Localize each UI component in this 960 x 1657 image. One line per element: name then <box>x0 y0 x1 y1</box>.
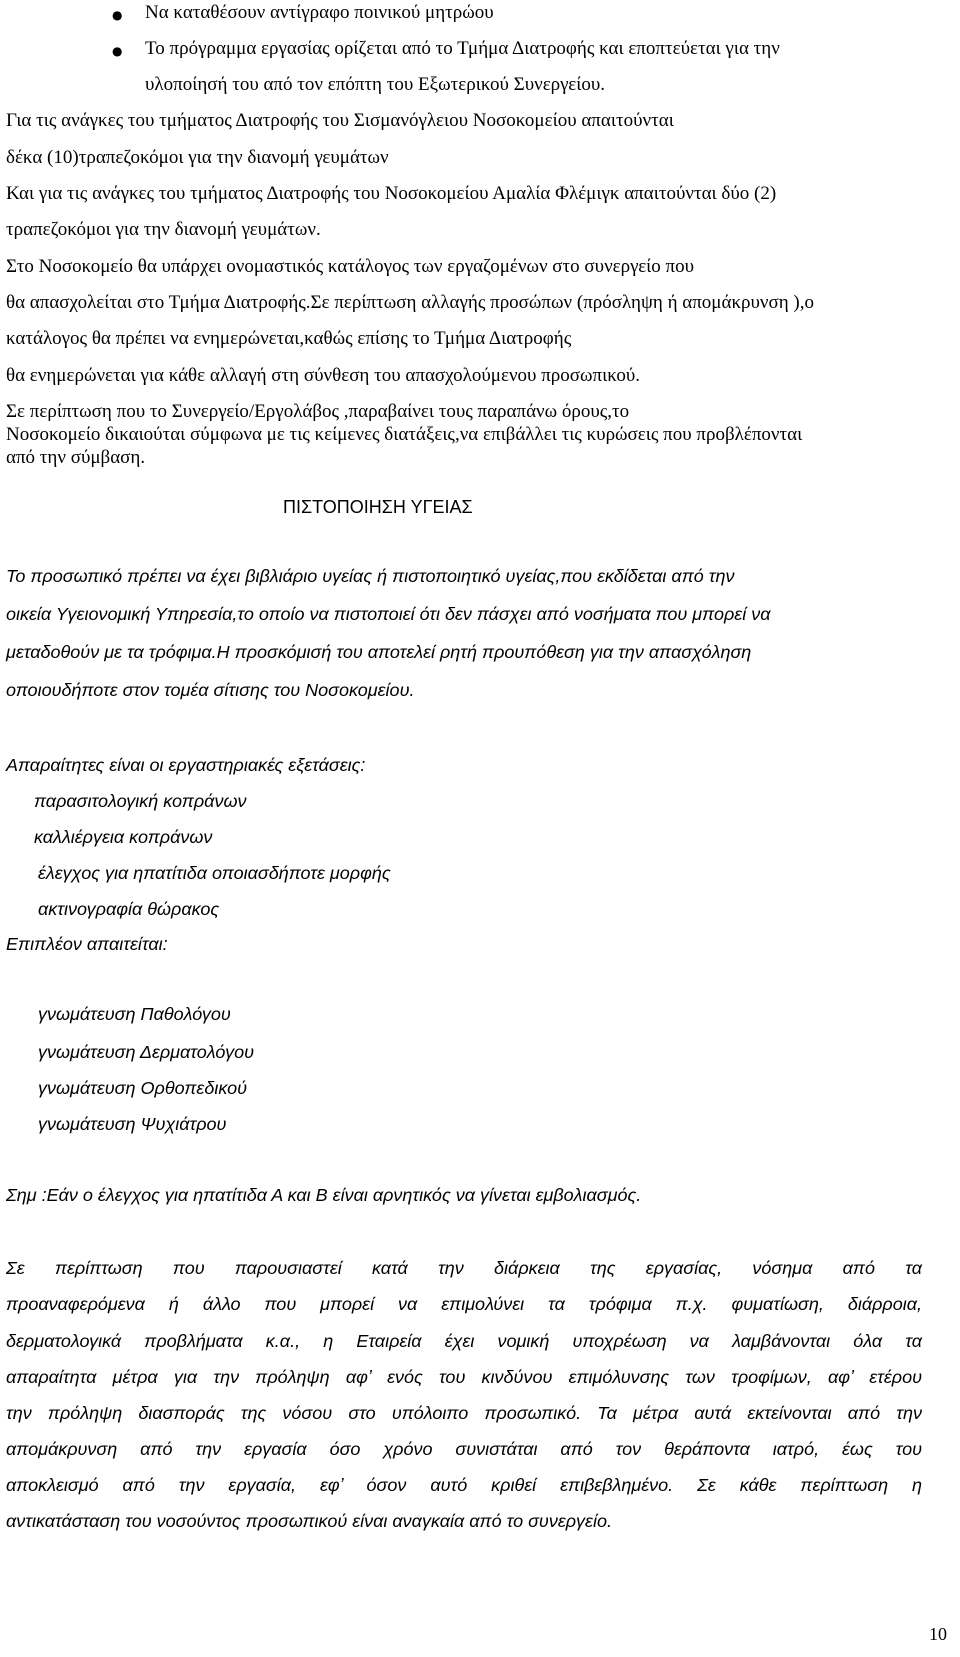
vaccination-note: Σημ :Εάν ο έλεγχος για ηπατίτιδα Α και Β είναι αρνητικός να γίνεται εμβολιασμός. <box>6 1185 642 1205</box>
lab-test-item: παρασιτολογική κοπράνων <box>34 791 247 811</box>
para3-line3: κατάλογος θα πρέπει να ενημερώνεται,καθώς επίσης το Τμήμα Διατροφής <box>6 328 572 349</box>
bullet-text-criminal-record: Να καταθέσουν αντίγραφο ποινικού μητρώου <box>145 2 494 23</box>
para1-line1: Για τις ανάγκες του τμήματος Διατροφής του Σισμανόγλειου Νοσοκομείου απαιτούνται <box>6 110 674 131</box>
final-line5: την πρόληψη διασποράς της νόσου στο υπόλοιπο προσωπικό. Τα μέτρα αυτά εκτείνονται από την <box>6 1403 922 1423</box>
final-line4: απαραίτητα μέτρα για την πρόληψη αφ’ ενός του κινδύνου επιμόλυνσης των τροφίμων, αφ’ ετέρου <box>6 1367 922 1387</box>
section-heading: ΠΙΣΤΟΠΟΙΗΣΗ ΥΓΕΙΑΣ <box>283 497 473 517</box>
health-line1: Το προσωπικό πρέπει να έχει βιβλιάριο υγείας ή πιστοποιητικό υγείας,που εκδίδεται από την <box>6 566 735 586</box>
para3-line4: θα ενημερώνεται για κάθε αλλαγή στη σύνθεση του απασχολούμενου προσωπικού. <box>6 365 641 386</box>
page-number: 10 <box>929 1624 947 1644</box>
additional-item: γνωμάτευση Δερματολόγου <box>38 1042 254 1062</box>
additional-title: Επιπλέον απαιτείται: <box>6 934 168 954</box>
final-line7: αποκλεισμό από την εργασία, εφ’ όσον αυτό κριθεί επιβεβλημένο. Σε κάθε περίπτωση η <box>6 1475 922 1495</box>
para2-line1: Και για τις ανάγκες του τμήματος Διατροφής του Νοσοκομείου Αμαλία Φλέμιγκ απαιτούνται δύο (2) <box>6 183 777 204</box>
para2-line2: τραπεζοκόμοι για την διανομή γευμάτων. <box>6 219 321 240</box>
para4-line3: από την σύμβαση. <box>6 447 146 468</box>
final-line1: Σε περίπτωση που παρουσιαστεί κατά την διάρκεια της εργασίας, νόσημα από τα <box>6 1258 922 1278</box>
additional-item: γνωμάτευση Ψυχιάτρου <box>38 1114 227 1134</box>
additional-item: γνωμάτευση Ορθοπεδικού <box>38 1078 248 1098</box>
para1-line2: δέκα (10)τραπεζοκόμοι για την διανομή γευμάτων <box>6 147 389 168</box>
lab-test-item: ακτινογραφία θώρακος <box>38 899 220 919</box>
health-line3: μεταδοθούν με τα τρόφιμα.Η προσκόμισή του αποτελεί ρητή προυπόθεση για την απασχόληση <box>6 642 752 662</box>
health-line2: οικεία Υγειονομική Υπηρεσία,το οποίο να πιστοποιεί ότι δεν πάσχει από νοσήματα που μπορεί να <box>6 604 771 624</box>
bullet-text-schedule-line1: Το πρόγραμμα εργασίας ορίζεται από το Τμήμα Διατροφής και εποπτεύεται για την <box>145 38 780 59</box>
health-line4: οποιουδήποτε στον τομέα σίτισης του Νοσοκομείου. <box>6 680 415 700</box>
para3-line2: θα απασχολείται στο Τμήμα Διατροφής.Σε περίπτωση αλλαγής προσώπων (πρόσληψη ή απομάκρυνση ),ο <box>6 292 815 313</box>
final-line2: προαναφερόμενα ή άλλο που μπορεί να επιμολύνει τα τρόφιμα π.χ. φυματίωση, διάρροια, <box>6 1294 922 1314</box>
lab-test-item: καλλιέργεια κοπράνων <box>34 827 213 847</box>
additional-item: γνωμάτευση Παθολόγου <box>38 1004 231 1024</box>
final-line8: αντικατάσταση του νοσούντος προσωπικού είναι αναγκαία από το συνεργείο. <box>6 1511 612 1531</box>
lab-test-item: έλεγχος για ηπατίτιδα οποιασδήποτε μορφής <box>38 863 391 883</box>
bullet-icon: ● <box>112 8 123 22</box>
lab-tests-title: Απαραίτητες είναι οι εργαστηριακές εξετάσεις: <box>6 755 366 775</box>
para4-line2: Νοσοκομείο δικαιούται σύμφωνα με τις κείμενες διατάξεις,να επιβάλλει τις κυρώσεις που προβλέπονται <box>6 424 803 445</box>
bullet-text-schedule-line2: υλοποίησή του από τον επόπτη του Εξωτερικού Συνεργείου. <box>145 74 605 95</box>
bullet-icon: ● <box>112 44 123 58</box>
para4-line1: Σε περίπτωση που το Συνεργείο/Εργολάβος ,παραβαίνει τους παραπάνω όρους,το <box>6 401 630 422</box>
final-line3: δερματολογικά προβλήματα κ.α., η Εταιρεία έχει νομική υποχρέωση να λαμβάνονται όλα τα <box>6 1331 922 1351</box>
final-line6: απομάκρυνση από την εργασία όσο χρόνο συνιστάται από τον θεράποντα ιατρό, έως του <box>6 1439 922 1459</box>
para3-line1: Στο Νοσοκομείο θα υπάρχει ονομαστικός κατάλογος των εργαζομένων στο συνεργείο που <box>6 256 695 277</box>
